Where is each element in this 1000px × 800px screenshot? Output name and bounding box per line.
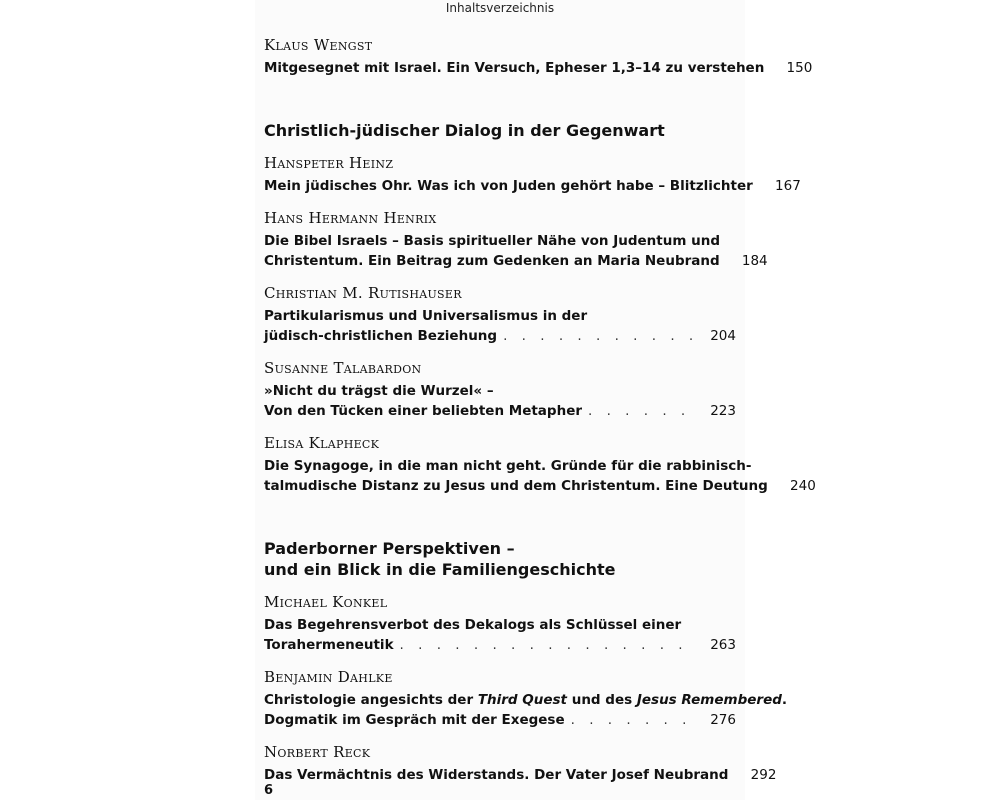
title-italic-part: Third Quest	[477, 692, 568, 708]
entry-author: Michael Konkel	[264, 593, 388, 611]
section-heading-dialog: Christlich-jüdischer Dialog in der Gegenwart	[264, 121, 665, 140]
title-italic-part: Jesus Remembered	[636, 692, 782, 708]
entry-author: Benjamin Dahlke	[264, 668, 393, 686]
entry-page: 204	[710, 328, 736, 344]
entry-author: Elisa Klapheck	[264, 434, 380, 452]
dot-leader	[588, 401, 694, 421]
entry-title-cont: Torahermeneutik	[264, 637, 394, 653]
section-heading-line: Paderborner Perspektiven –	[264, 539, 515, 558]
entry-author: Hanspeter Heinz	[264, 154, 394, 172]
toc-entry-konkel[interactable]	[264, 592, 736, 655]
entry-title-line	[264, 231, 736, 251]
entry-title-cont: jüdisch-christlichen Beziehung	[264, 328, 498, 344]
entry-title-line	[264, 456, 752, 476]
entry-title-line	[264, 326, 736, 346]
entry-title	[264, 690, 787, 710]
toc-entry-klapheck[interactable]	[264, 433, 816, 496]
entry-title: Das Begehrensverbot des Dekalogs als Schlüssel einer	[264, 617, 682, 633]
entry-title-cont: Dogmatik im Gespräch mit der Exegese	[264, 712, 565, 728]
running-head: Inhaltsverzeichnis	[445, 1, 555, 15]
entry-title-cont: Von den Tücken einer beliebten Metapher	[264, 403, 583, 419]
entry-title-line	[264, 306, 736, 326]
entry-title-cont: Christentum. Ein Beitrag zum Gedenken an Maria Neubrand	[264, 253, 720, 269]
entry-title-line	[264, 251, 768, 271]
entry-author: Norbert Reck	[264, 743, 371, 761]
entry-page: 184	[741, 253, 768, 269]
entry-page: 292	[750, 767, 777, 783]
toc-entry-reck[interactable]	[264, 742, 777, 785]
entry-page: 223	[710, 403, 736, 419]
entry-author: Klaus Wengst	[264, 36, 373, 54]
entry-author: Susanne Talabardon	[264, 359, 422, 377]
entry-title: Die Synagoge, in die man nicht geht. Gründe für die rabbinisch-	[264, 458, 752, 474]
dot-leader	[400, 635, 694, 655]
entry-title-line	[264, 690, 788, 710]
entry-title-line	[264, 58, 813, 78]
entry-author: Christian M. Rutishauser	[264, 284, 462, 302]
entry-title: Das Vermächtnis des Widerstands. Der Vater Josef Neubrand	[264, 767, 729, 783]
entry-page: 150	[786, 60, 813, 76]
entry-page: 240	[790, 478, 816, 494]
toc-entry-dahlke[interactable]	[264, 667, 788, 730]
entry-page: 276	[710, 712, 736, 728]
entry-title-line	[264, 710, 736, 730]
toc-entry-heinz[interactable]	[264, 153, 801, 196]
toc-content	[264, 35, 816, 797]
entry-page: 263	[710, 637, 736, 653]
section-heading-line: und ein Blick in die Familiengeschichte	[264, 560, 616, 579]
dot-leader	[503, 326, 694, 346]
entry-title: Partikularismus und Universalismus in der	[264, 308, 588, 324]
entry-title-line	[264, 765, 777, 785]
toc-entry-wengst[interactable]	[264, 35, 813, 78]
toc-entry-henrix[interactable]	[264, 208, 768, 271]
entry-page: 167	[775, 178, 801, 194]
entry-title: Die Bibel Israels – Basis spiritueller Nähe von Judentum und	[264, 233, 720, 249]
entry-title-line	[264, 635, 736, 655]
entry-title-line	[264, 176, 801, 196]
entry-title: Mitgesegnet mit Israel. Ein Versuch, Epheser 1,3–14 zu verstehen	[264, 60, 765, 76]
page-number: 6	[264, 783, 274, 798]
entry-title-line	[264, 615, 736, 635]
section-heading-paderborn	[264, 538, 736, 580]
entry-author: Hans Hermann Henrix	[264, 209, 437, 227]
entry-title: Mein jüdisches Ohr. Was ich von Juden gehört habe – Blitzlichter	[264, 178, 753, 194]
title-part: .	[781, 692, 788, 708]
toc-entry-rutishauser[interactable]	[264, 283, 736, 346]
entry-title: »Nicht du trägst die Wurzel« –	[264, 383, 494, 399]
title-part: Christologie angesichts der	[264, 692, 478, 708]
entry-title-line	[264, 476, 816, 496]
toc-entry-talabardon[interactable]	[264, 358, 736, 421]
entry-title-cont: talmudische Distanz zu Jesus und dem Christentum. Eine Deutung	[264, 478, 768, 494]
title-part: und des	[567, 692, 637, 708]
dot-leader	[571, 710, 694, 730]
entry-title-line	[264, 381, 736, 401]
entry-title-line	[264, 401, 736, 421]
